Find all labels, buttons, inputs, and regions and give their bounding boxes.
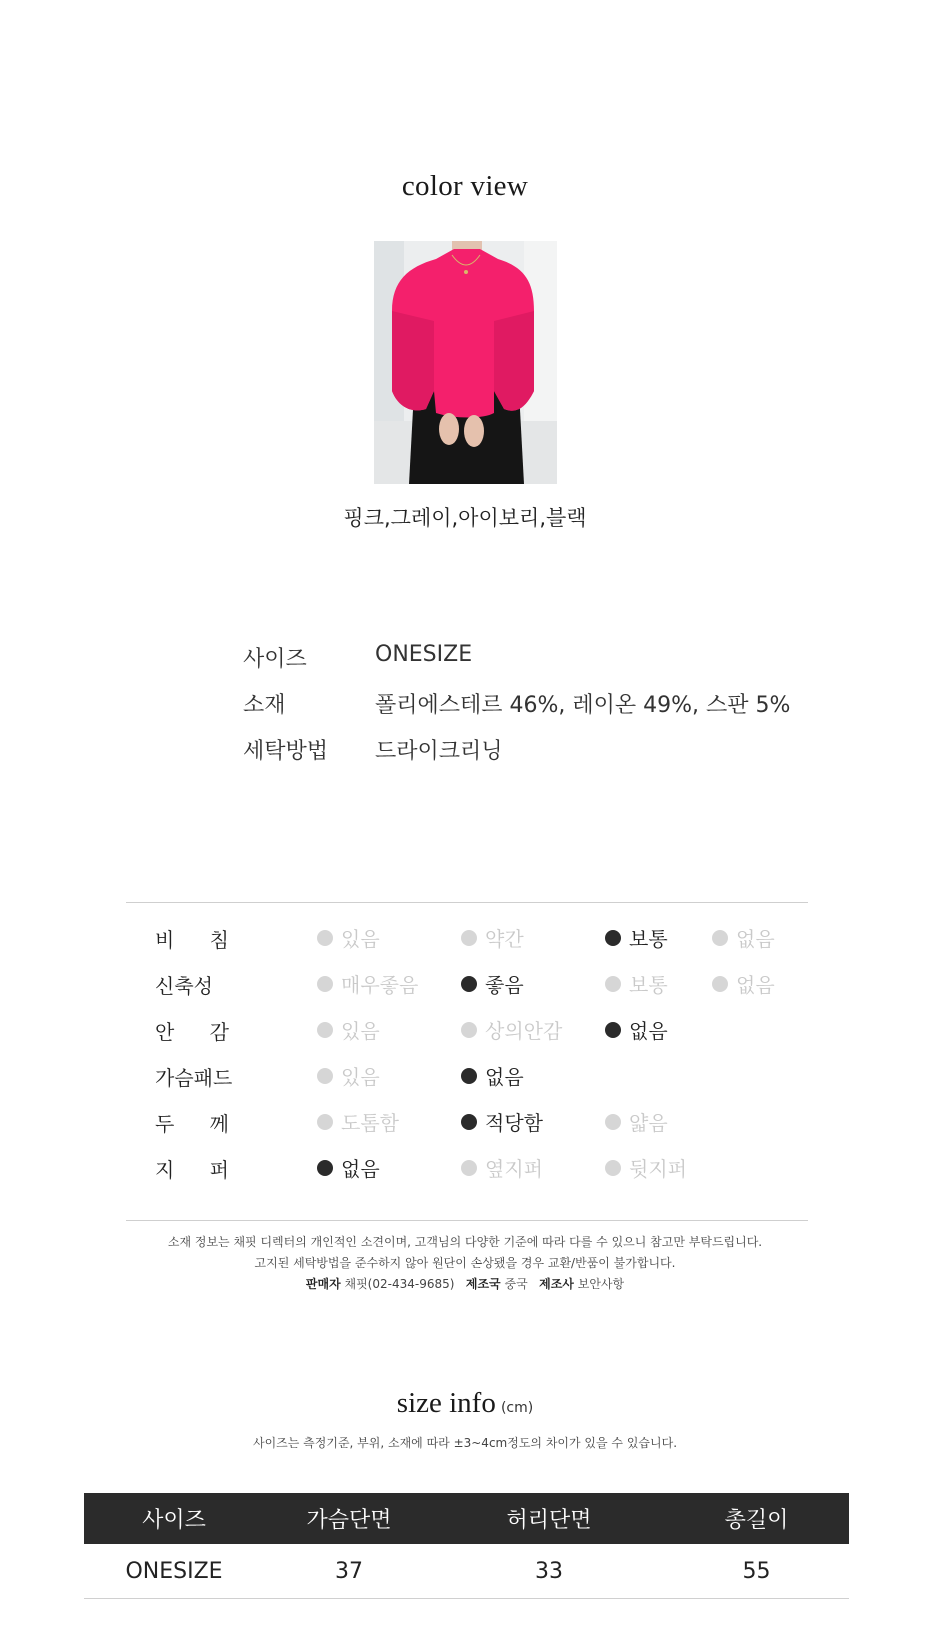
empty-dot-icon <box>712 976 728 992</box>
property-option <box>461 1061 524 1090</box>
empty-dot-icon <box>317 976 333 992</box>
property-option-label: 옆지퍼 <box>485 1157 543 1181</box>
property-option <box>461 1015 562 1044</box>
property-option-label: 뒷지퍼 <box>629 1157 687 1181</box>
property-option-label: 상의안감 <box>485 1019 563 1043</box>
property-option-label: 적당함 <box>485 1111 543 1135</box>
empty-dot-icon <box>317 1114 333 1130</box>
property-option <box>605 1015 668 1044</box>
property-option <box>317 1153 380 1182</box>
size-header-length: 총길이 <box>664 1493 849 1544</box>
property-label: 비 침 <box>155 928 229 952</box>
property-option-label: 얇음 <box>629 1111 668 1135</box>
property-option-label: 보통 <box>629 927 668 951</box>
spec-label-size: 사이즈 <box>243 647 307 672</box>
empty-dot-icon <box>317 1068 333 1084</box>
property-option <box>317 923 380 952</box>
property-label: 가슴패드 <box>155 1066 233 1090</box>
note-line-1: 소재 정보는 채핏 디렉터의 개인적인 소견이며, 고객님의 다양한 기준에 따라 다를 수 있으니 참고만 부탁드립니다. <box>167 1235 763 1249</box>
spec-label-washing: 세탁방법 <box>243 739 329 764</box>
property-bottom-divider <box>126 1220 808 1221</box>
size-cell-chest: 37 <box>264 1544 434 1599</box>
property-option <box>461 969 524 998</box>
property-option <box>317 1015 380 1044</box>
size-info-title: size info <box>396 1387 496 1419</box>
filled-dot-icon <box>461 1114 477 1130</box>
property-label: 지 퍼 <box>155 1158 229 1182</box>
size-cell-size: ONESIZE <box>84 1544 264 1599</box>
empty-dot-icon <box>605 976 621 992</box>
maker-label: 제조사 <box>539 1277 574 1291</box>
seller-value: 채핏(02-434-9685) <box>344 1277 455 1291</box>
property-option <box>712 969 775 998</box>
size-info-heading <box>0 1387 930 1420</box>
property-option-label: 있음 <box>341 1065 380 1089</box>
property-option-label: 약간 <box>485 927 524 951</box>
filled-dot-icon <box>605 930 621 946</box>
property-label: 두 께 <box>155 1112 229 1136</box>
size-table-header-row <box>84 1493 849 1544</box>
property-option-label: 도톰함 <box>341 1111 399 1135</box>
table-row <box>84 1544 849 1599</box>
filled-dot-icon <box>461 976 477 992</box>
property-option <box>605 923 668 952</box>
property-option <box>605 969 668 998</box>
property-option-label: 없음 <box>341 1157 380 1181</box>
note-line-2: 고지된 세탁방법을 준수하지 않아 원단이 손상됐을 경우 교환/반품이 불가합니다. <box>254 1256 676 1270</box>
property-option <box>605 1153 687 1182</box>
color-options-text: 핑크,그레이,아이보리,블랙 <box>343 506 587 530</box>
size-info-note: 사이즈는 측정기준, 부위, 소재에 따라 ±3~4cm정도의 차이가 있을 수 있습니다. <box>252 1436 678 1450</box>
empty-dot-icon <box>712 930 728 946</box>
size-cell-waist: 33 <box>434 1544 664 1599</box>
property-option-label: 없음 <box>485 1065 524 1089</box>
property-label: 신축성 <box>155 974 213 998</box>
seller-info <box>0 1275 930 1292</box>
property-option <box>317 1107 399 1136</box>
property-option <box>712 923 775 952</box>
origin-value: 중국 <box>504 1277 528 1291</box>
property-option <box>317 1061 380 1090</box>
spec-value-washing: 드라이크리닝 <box>375 739 503 764</box>
property-top-divider <box>126 902 808 903</box>
seller-label: 판매자 <box>305 1277 341 1291</box>
size-header-chest: 가슴단면 <box>264 1493 434 1544</box>
empty-dot-icon <box>605 1114 621 1130</box>
empty-dot-icon <box>461 930 477 946</box>
spec-value-material: 폴리에스테르 46%, 레이온 49%, 스판 5% <box>375 693 791 718</box>
property-option <box>461 1153 543 1182</box>
filled-dot-icon <box>317 1160 333 1176</box>
empty-dot-icon <box>317 930 333 946</box>
product-photo <box>374 241 557 484</box>
property-option-label: 매우좋음 <box>341 973 419 997</box>
property-option-label: 좋음 <box>485 973 524 997</box>
empty-dot-icon <box>317 1022 333 1038</box>
property-option <box>461 923 524 952</box>
spec-label-material: 소재 <box>243 693 286 718</box>
size-header-waist: 허리단면 <box>434 1493 664 1544</box>
empty-dot-icon <box>605 1160 621 1176</box>
size-table <box>84 1493 849 1599</box>
maker-value: 보안사항 <box>577 1277 625 1291</box>
size-cell-length: 55 <box>664 1544 849 1599</box>
property-option-label: 없음 <box>629 1019 668 1043</box>
property-option-label: 없음 <box>736 973 775 997</box>
property-option <box>317 969 418 998</box>
property-option <box>461 1107 543 1136</box>
filled-dot-icon <box>605 1022 621 1038</box>
filled-dot-icon <box>461 1068 477 1084</box>
spec-value-size: ONESIZE <box>375 642 473 667</box>
color-view-title: color view <box>401 170 529 202</box>
empty-dot-icon <box>461 1160 477 1176</box>
property-option <box>605 1107 668 1136</box>
property-label: 안 감 <box>155 1020 229 1044</box>
origin-label: 제조국 <box>465 1277 501 1291</box>
property-option-label: 있음 <box>341 927 380 951</box>
property-option-label: 있음 <box>341 1019 380 1043</box>
empty-dot-icon <box>461 1022 477 1038</box>
size-header-size: 사이즈 <box>84 1493 264 1544</box>
property-option-label: 없음 <box>736 927 775 951</box>
property-option-label: 보통 <box>629 973 668 997</box>
size-info-unit: (cm) <box>500 1400 534 1416</box>
